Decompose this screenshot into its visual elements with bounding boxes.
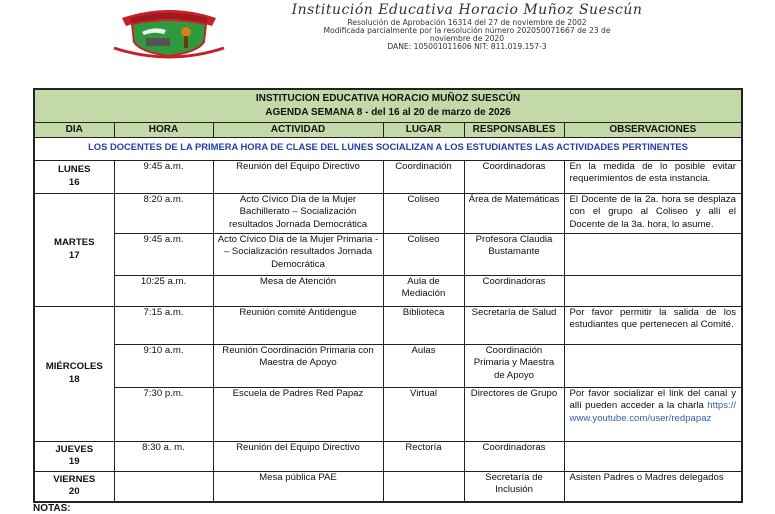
- observaciones-cell: El Docente de la 2a. hora se desplaza con el grupo al Coliseo y allí el Docente de la 3a. hora, lo asume.: [564, 193, 742, 233]
- responsables-cell: Área de Matemáticas: [464, 193, 564, 233]
- table-row: [34, 233, 742, 275]
- modification-date-line: noviembre de 2020: [429, 34, 505, 43]
- hora-cell: 10:25 a.m.: [114, 275, 213, 306]
- day-number: 16: [68, 176, 80, 188]
- col-header-dia: DIA: [34, 123, 114, 138]
- lugar-cell: Aulas: [383, 344, 464, 387]
- actividad-cell: Reunión Coordinación Primaria con Maestra de Apoyo: [213, 344, 383, 387]
- responsables-cell: Coordinadoras: [464, 160, 564, 193]
- column-header-row: [34, 123, 742, 138]
- day-cell-miercoles: [34, 306, 114, 441]
- observaciones-text: Por favor socializar el link del canal y allí pueden acceder a la charla: [569, 387, 737, 411]
- col-header-actividad: ACTIVIDAD: [213, 123, 383, 138]
- lugar-cell: Rectoría: [383, 441, 464, 471]
- actividad-cell: Reunión del Equipo Directivo: [213, 441, 383, 471]
- day-name: MARTES: [53, 237, 95, 248]
- observaciones-cell: Asisten Padres o Madres delegados: [564, 471, 742, 502]
- actividad-cell: Reunión del Equipo Directivo: [213, 160, 383, 193]
- table-row: [34, 275, 742, 306]
- actividad-cell: Mesa pública PAE: [213, 471, 383, 502]
- col-header-observaciones: OBSERVACIONES: [564, 123, 742, 138]
- responsables-cell: Coordinadoras: [464, 275, 564, 306]
- responsables-cell: Secretaría de Inclusión: [464, 471, 564, 502]
- col-header-hora: HORA: [114, 123, 213, 138]
- col-header-responsables: RESPONSABLES: [464, 123, 564, 138]
- day-number: 19: [68, 456, 80, 467]
- day-name: MIÉRCOLES: [45, 361, 103, 372]
- dane-nit-line: DANE: 105001011606 NIT: 811.019.157-3: [387, 42, 547, 51]
- lugar-cell: Aula de Mediación: [383, 275, 464, 306]
- lugar-cell: Coordinación: [383, 160, 464, 193]
- agenda-week-subtitle: AGENDA SEMANA 8 - del 16 al 20 de marzo de 2026: [265, 107, 511, 118]
- table-row: [34, 193, 742, 233]
- day-number: 20: [68, 486, 80, 498]
- resolution-line: Resolución de Aprobación 16314 del 27 de noviembre de 2002: [347, 18, 587, 27]
- lugar-cell: Virtual: [383, 387, 464, 441]
- responsables-cell: Directores de Grupo: [464, 387, 564, 441]
- responsables-cell: Secretaría de Salud: [464, 306, 564, 344]
- responsables-cell: Coordinación Primaria y Maestra de Apoyo: [464, 344, 564, 387]
- day-number: 18: [68, 373, 80, 385]
- hora-cell: 7:30 p.m.: [114, 387, 213, 441]
- responsables-cell: Coordinadoras: [464, 441, 564, 471]
- agenda-table: [33, 88, 743, 503]
- hora-cell: 9:10 a.m.: [114, 344, 213, 387]
- hora-cell: 8:30 a. m.: [114, 441, 213, 471]
- institution-name: Institución Educativa Horacio Muñoz Suescún: [291, 2, 643, 18]
- day-cell-viernes: [34, 471, 114, 502]
- notice-banner: LOS DOCENTES DE LA PRIMERA HORA DE CLASE DEL LUNES SOCIALIZAN A LOS ESTUDIANTES LAS ACTIVIDADES PERTINENTES: [34, 138, 742, 161]
- table-title: [34, 89, 742, 123]
- modification-line: Modificada parcialmente por la resolución número 202050071667 de 23 de: [323, 26, 611, 35]
- hora-cell: 7:15 a.m.: [114, 306, 213, 344]
- notes-label: NOTAS:: [33, 503, 71, 514]
- col-header-lugar: LUGAR: [383, 123, 464, 138]
- actividad-cell: Acto Cívico Día de la Mujer Bachillerato – Socialización resultados Jornada Democrática: [213, 193, 383, 233]
- actividad-cell: Escuela de Padres Red Papaz: [213, 387, 383, 441]
- observaciones-cell: [564, 387, 742, 441]
- observaciones-cell: [564, 344, 742, 387]
- table-row: [34, 306, 742, 344]
- hora-cell: 9:45 a.m.: [114, 233, 213, 275]
- hora-cell: 9:45 a.m.: [114, 160, 213, 193]
- observaciones-cell: [564, 275, 742, 306]
- actividad-cell: Acto Cívico Día de la Mujer Primaria - – Socialización resultados Jornada Democrática: [213, 233, 383, 275]
- observaciones-cell: Por favor permitir la salida de los estudiantes que pertenecen al Comité.: [564, 306, 742, 344]
- lugar-cell: Biblioteca: [383, 306, 464, 344]
- actividad-cell: Mesa de Atención: [213, 275, 383, 306]
- actividad-cell: Reunión comité Antidengue: [213, 306, 383, 344]
- responsables-cell: Profesora Claudia Bustamante: [464, 233, 564, 275]
- day-cell-jueves: [34, 441, 114, 471]
- redpapaz-link[interactable]: https://www.youtube.com/user/redpapaz: [569, 400, 737, 424]
- table-row: [34, 160, 742, 193]
- day-name: LUNES: [57, 164, 91, 175]
- table-row: [34, 344, 742, 387]
- day-cell-martes: [34, 193, 114, 306]
- table-row: [34, 441, 742, 471]
- table-row: [34, 471, 742, 502]
- lugar-cell: Coliseo: [383, 193, 464, 233]
- agenda-institution-title: INSTITUCION EDUCATIVA HORACIO MUÑOZ SUESCÚN: [255, 93, 521, 104]
- day-name: JUEVES: [55, 443, 94, 455]
- letterhead: [0, 0, 775, 80]
- day-name: VIERNES: [53, 473, 96, 485]
- observaciones-cell: [564, 233, 742, 275]
- lugar-cell: [383, 471, 464, 502]
- hora-cell: 8:20 a.m.: [114, 193, 213, 233]
- day-cell-lunes: [34, 160, 114, 193]
- observaciones-cell: En la medida de lo posible evitar requerimientos de esta instancia.: [564, 160, 742, 193]
- lugar-cell: Coliseo: [383, 233, 464, 275]
- day-number: 17: [68, 249, 80, 261]
- institution-crest-logo: [108, 4, 230, 60]
- hora-cell: [114, 471, 213, 502]
- observaciones-cell: [564, 441, 742, 471]
- table-row: [34, 387, 742, 441]
